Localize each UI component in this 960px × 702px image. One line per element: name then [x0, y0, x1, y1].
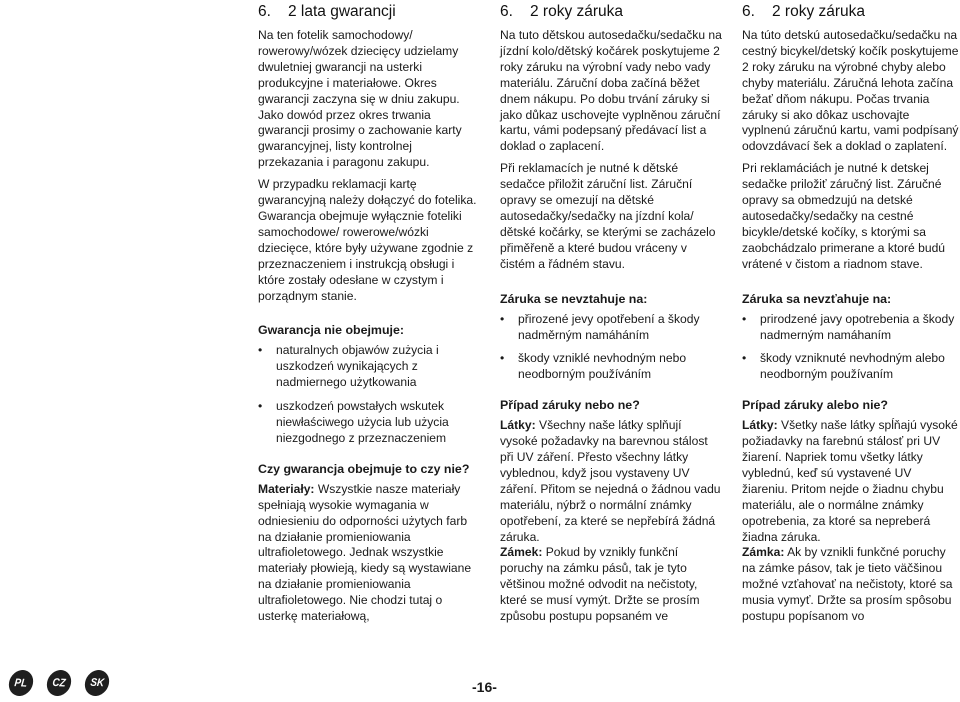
exclusions-heading: Záruka se nevztahuje na:	[500, 291, 648, 306]
column-polish	[258, 0, 480, 625]
language-badges	[8, 671, 118, 695]
list-item: • prirodzené javy opotrebenia a škody nadmerným namáhaním	[742, 312, 960, 344]
case-heading: Prípad záruky alebo nie?	[742, 398, 888, 413]
exclusions-list	[258, 343, 480, 446]
materials-paragraph: Materiały: Wszystkie nasze materiały spełniają wysokie wymagania w odniesieniu do odporności użytych farb na działanie promieniowania ultrafioletowego. Jednak wszystkie materiały płowieją, kiedy są wystawiane na działanie promieniowania ultrafioletowego. Nie chodzi tutaj o usterkę materiałową,	[258, 481, 472, 624]
list-item: • uszkodzeń powstałych wskutek niewłaściwego użycia lub użycia niezgodnego z przeznaczeniem	[258, 399, 480, 447]
case-heading: Czy gwarancja obejmuje to czy nie?	[258, 461, 470, 476]
materials-paragraph: Látky: Všechny naše látky splňují vysoké požadavky na barevnou stálost při UV záření. Přesto všechny látky vyblednou, když jsou vystaveny UV záření. Přitom se nejedná o žádnou vadu materiálu, nýbrž o normální známky opotřebení, za které se nepřebírá žádná záruka.	[500, 418, 721, 544]
lock-paragraph: Zámka: Ak by vznikli funkčné poruchy na zámke pásov, tak je tieto väčšinou možné vzťahovať na nečistoty, ktoré sa musia vymyť. Držte sa prosím spôsobu postupu popísanom vo	[742, 545, 953, 624]
exclusions-list	[742, 312, 960, 384]
warranty-claims: Pri reklamáciách je nutné k detskej sedačke priložiť záručný list. Záručné opravy sa obmedzujú na detské autosedačky/sedačky na cestné bicykle/detské kočíky, s ktorými sa zaobchádzalo primerane a ktoré budú vrátené v čistom a riadnom stave.	[742, 161, 946, 271]
column-czech	[500, 0, 722, 625]
list-item: • škody vzniklé nevhodným nebo neodborným používáním	[500, 351, 722, 383]
exclusions-list	[500, 312, 722, 384]
section-title: 6. 2 lata gwarancji	[258, 3, 396, 20]
warranty-intro: Na tuto dětskou autosedačku/sedačku na jízdní kolo/dětský kočárek poskytujeme 2 roky záruku na výrobní vady nebo vady materiálu. Záruční doba začíná běžet dnem nákupu. Po dobu trvání záruky si jako důkaz uschovejte vyplněnou záruční kartu, vámi podepsaný předávací list a doklad o zaplacení.	[500, 28, 722, 154]
exclusions-heading: Záruka sa nevzťahuje na:	[742, 291, 892, 306]
page-number: -16-	[472, 679, 497, 695]
materials-paragraph: Látky: Všetky naše látky spĺňajú vysoké požiadavky na farebnú stálosť pri UV žiarení. Napriek tomu všetky látky vyblednú, keď sú vystavené UV žiareniu. Pritom nejde o žiadnu chybu materiálu, ale o normálne známky opotrebenia, za ktoré sa nepreberá žiadna záruka.	[742, 418, 958, 544]
exclusions-heading: Gwarancja nie obejmuje:	[258, 323, 404, 338]
warranty-intro: Na ten fotelik samochodowy/ rowerowy/wózek dziecięcy udzielamy dwuletniej gwarancji na usterki produkcyjne i materiałowe. Okres gwarancji zaczyna się w dniu zakupu. Jako dowód przez okres trwania gwarancji prosimy o zachowanie karty gwarancyjnej, listy kontrolnej przekazania i paragonu zakupu.	[258, 28, 462, 170]
language-badge-pl: PL	[5, 665, 37, 700]
list-item: • naturalnych objawów zużycia i uszkodzeń wynikających z nadmiernego użytkowania	[258, 343, 480, 391]
warranty-claims: W przypadku reklamacji kartę gwarancyjną należy dołączyć do fotelika. Gwarancja obejmuje wyłącznie foteliki samochodowe/ rowerowe/wózki dziecięce, które były używane zgodnie z przeznaczeniem i instrukcją obsługi i które zostały odesłane w czystym i porządnym stanie.	[258, 177, 477, 303]
warranty-claims: Při reklamacích je nutné k dětské sedačce přiložit záruční list. Záruční opravy se omezují na dětské autosedačky/sedačky na jízdní kola/ dětské kočárky, se kterými se zacházelo přiměřeně a které budou vráceny v čistém a řádném stavu.	[500, 161, 716, 271]
list-item: • přirozené jevy opotřebení a škody nadměrným namáháním	[500, 312, 722, 344]
list-item: • škody vzniknuté nevhodným alebo neodborným používaním	[742, 351, 960, 383]
section-title: 6. 2 roky záruka	[742, 3, 866, 20]
language-badge-cz: CZ	[43, 665, 75, 700]
language-badge-sk: SK	[81, 665, 113, 700]
warranty-intro: Na túto detskú autosedačku/sedačku na cestný bicykel/detský kočík poskytujeme 2 roky záruku na výrobné chyby alebo chyby materiálu. Záručná lehota začína bežať dňom nákupu. Počas trvania záruky si ako dôkaz uschovajte vyplnenú záručnú kartu, vami podpísaný odovzdávací šek a doklad o zaplatení.	[742, 28, 959, 154]
section-title: 6. 2 roky záruka	[500, 3, 624, 20]
column-slovak	[742, 0, 960, 625]
case-heading: Případ záruky nebo ne?	[500, 398, 640, 413]
lock-paragraph: Zámek: Pokud by vznikly funkční poruchy na zámku pásů, tak je tyto většinou možné odvodit na nečistoty, které se musí vymýt. Držte se prosím způsobu postupu popsaném ve	[500, 545, 700, 624]
